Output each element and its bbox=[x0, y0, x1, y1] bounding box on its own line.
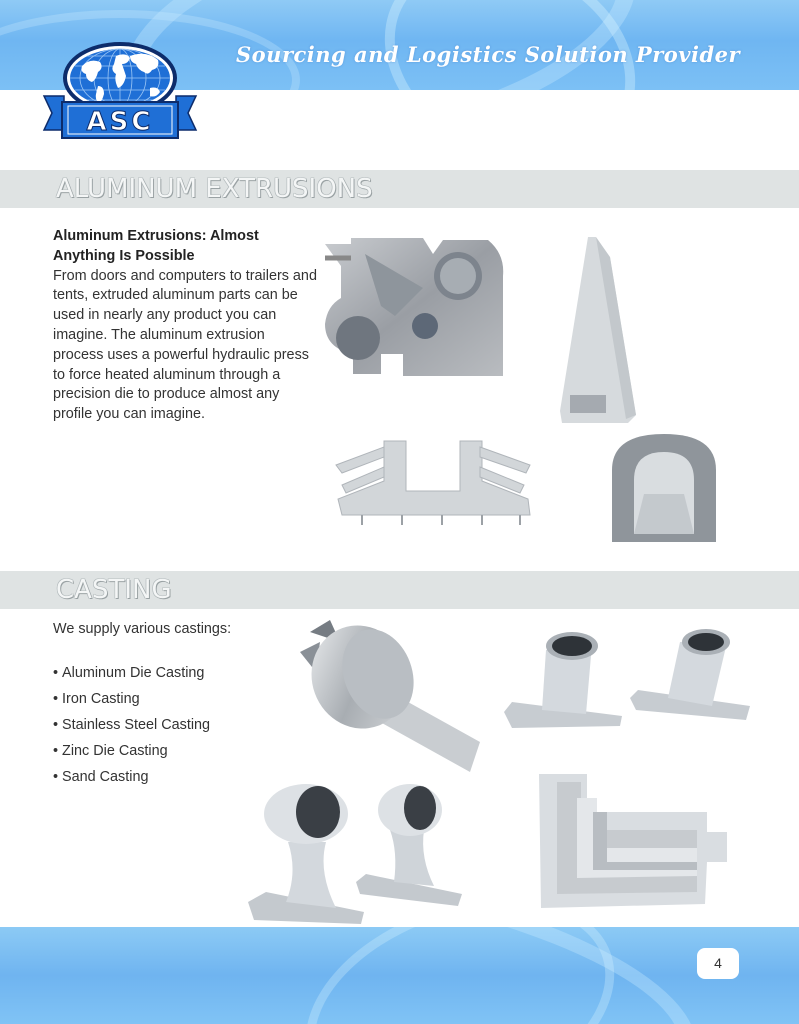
cast-corner-frame-image bbox=[537, 772, 737, 912]
logo-text: ASC bbox=[86, 107, 154, 137]
list-item: • Iron Casting bbox=[53, 689, 210, 715]
section-title: ALUMINUM EXTRUSIONS bbox=[56, 174, 373, 204]
cast-angled-rail-base-2-image bbox=[628, 628, 753, 728]
extrusion-heatsink-profile-image bbox=[332, 437, 532, 527]
extrusions-heading: Aluminum Extrusions: Almost Anything Is Possible bbox=[53, 228, 259, 264]
footer-banner bbox=[0, 927, 799, 1024]
section-title: CASTING bbox=[56, 575, 172, 605]
tagline: Sourcing and Logistics Solution Provider bbox=[236, 42, 741, 67]
list-item: • Aluminum Die Casting bbox=[53, 663, 210, 689]
casting-types-list bbox=[53, 663, 210, 793]
cast-shaft-gear-image bbox=[280, 612, 500, 777]
list-item: • Stainless Steel Casting bbox=[53, 715, 210, 741]
list-item: • Sand Casting bbox=[53, 767, 210, 793]
extrusions-description bbox=[53, 227, 318, 425]
cast-handrail-bracket-1-image bbox=[246, 782, 366, 927]
extrusions-body: From doors and computers to trailers and tents, extruded aluminum parts can be used in nearly any product you can imagine. The aluminum extrusion process uses a powerful hydraulic press to force heated aluminum through a precision die to produce almost any profile you can imagine. bbox=[53, 267, 317, 423]
section-header-casting bbox=[0, 571, 799, 609]
page-number: 4 bbox=[697, 948, 739, 979]
asc-logo bbox=[42, 42, 198, 140]
cast-handrail-bracket-2-image bbox=[354, 782, 464, 912]
casting-intro: We supply various castings: bbox=[53, 621, 232, 637]
list-item: • Zinc Die Casting bbox=[53, 741, 210, 767]
extrusion-profile-cross-section-image bbox=[323, 236, 508, 386]
extrusion-long-channel-image bbox=[558, 235, 638, 425]
extrusion-d-shaped-tube-image bbox=[610, 430, 718, 545]
section-header-aluminum-extrusions bbox=[0, 170, 799, 208]
cast-angled-rail-base-1-image bbox=[502, 630, 627, 730]
